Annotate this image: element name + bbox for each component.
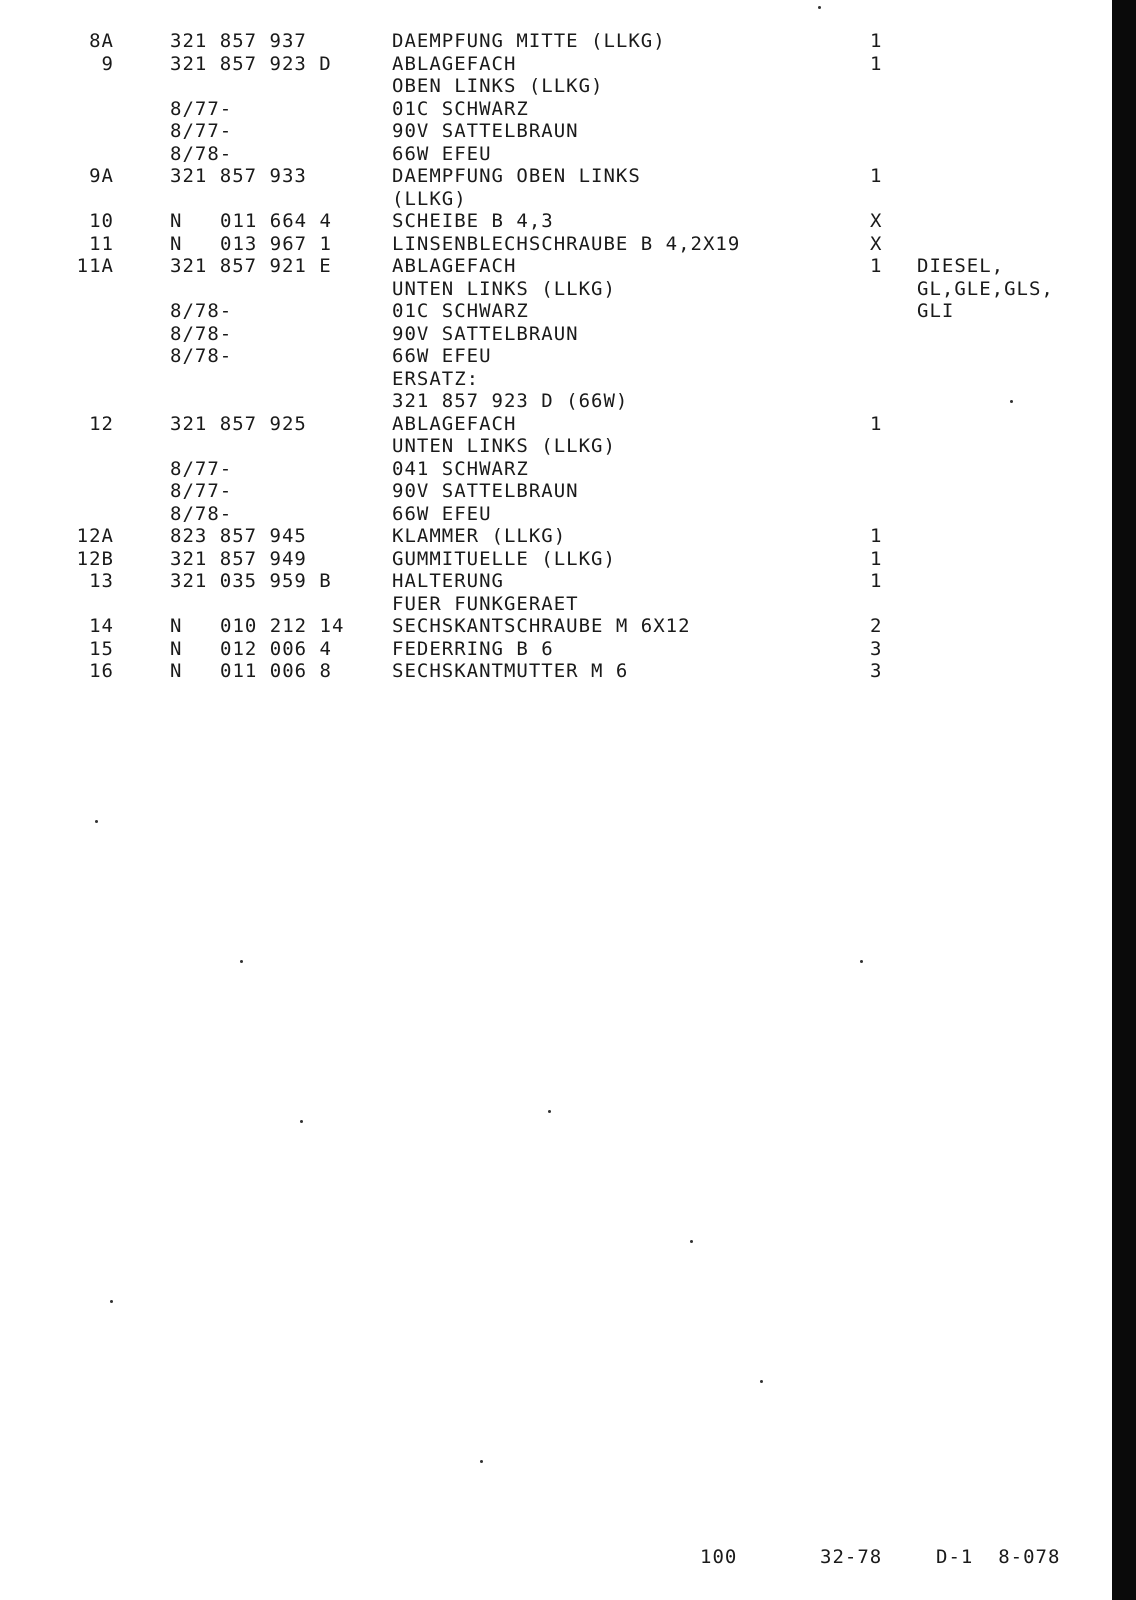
parts-row — [0, 390, 1100, 413]
part-number: 8/78- — [170, 345, 233, 367]
part-description: (LLKG) — [392, 187, 467, 210]
parts-row — [0, 548, 1100, 571]
item-number: 12 — [89, 412, 114, 435]
part-description: 90V SATTELBRAUN — [392, 480, 579, 502]
quantity: X — [870, 210, 883, 232]
part-description: 90V SATTELBRAUN — [392, 322, 579, 345]
quantity: 1 — [870, 412, 883, 435]
parts-row — [0, 30, 1100, 53]
quantity: 3 — [870, 660, 883, 682]
parts-list — [0, 30, 1100, 683]
part-description: UNTEN LINKS (LLKG) — [392, 435, 616, 457]
scan-speck — [760, 1380, 763, 1383]
part-description: GUMMITUELLE (LLKG) — [392, 547, 616, 570]
part-description: SECHSKANTSCHRAUBE M 6X12 — [392, 615, 691, 637]
parts-row — [0, 210, 1100, 233]
parts-row — [0, 75, 1100, 98]
part-number: 321 857 923 D — [170, 52, 332, 75]
norm-flag: N — [170, 210, 183, 232]
parts-row — [0, 120, 1100, 143]
parts-row — [0, 323, 1100, 346]
part-description: SCHEIBE B 4,3 — [392, 210, 554, 232]
part-description: ABLAGEFACH — [392, 412, 517, 435]
part-description: SECHSKANTMUTTER M 6 — [392, 660, 629, 682]
parts-row — [0, 255, 1100, 278]
quantity: X — [870, 232, 883, 255]
parts-row — [0, 278, 1100, 301]
remark: GL,GLE,GLS, — [917, 277, 1054, 300]
item-number: 11 — [89, 232, 114, 255]
scan-speck — [480, 1460, 483, 1463]
scan-speck — [240, 960, 243, 963]
scan-speck — [95, 820, 98, 823]
item-number: 11A — [76, 255, 114, 277]
part-description: 321 857 923 D (66W) — [392, 390, 629, 412]
part-number: 8/77- — [170, 120, 233, 142]
part-number: 321 857 925 — [170, 412, 307, 435]
part-description: 90V SATTELBRAUN — [392, 120, 579, 142]
quantity: 2 — [870, 615, 883, 637]
item-number: 10 — [89, 210, 114, 232]
scan-speck — [690, 1240, 693, 1243]
scan-speck — [1010, 400, 1013, 403]
part-description: 66W EFEU — [392, 142, 492, 165]
part-description: LINSENBLECHSCHRAUBE B 4,2X19 — [392, 232, 741, 255]
part-number: 010 212 14 — [220, 615, 345, 637]
part-number: 8/77- — [170, 480, 233, 502]
part-number: 823 857 945 — [170, 525, 307, 547]
part-description: 66W EFEU — [392, 345, 492, 367]
part-number: 013 967 1 — [220, 232, 332, 255]
part-description: DAEMPFUNG OBEN LINKS — [392, 165, 641, 187]
parts-row — [0, 368, 1100, 391]
footer-page-number: 100 — [700, 1546, 738, 1568]
quantity: 1 — [870, 570, 883, 592]
quantity: 1 — [870, 52, 883, 75]
item-number: 13 — [89, 570, 114, 592]
parts-row — [0, 638, 1100, 661]
part-number: 8/78- — [170, 142, 233, 165]
part-number: 8/78- — [170, 322, 233, 345]
parts-row — [0, 503, 1100, 526]
part-description: KLAMMER (LLKG) — [392, 525, 567, 547]
item-number: 9A — [89, 165, 114, 187]
parts-row — [0, 98, 1100, 121]
part-number: 011 664 4 — [220, 210, 332, 232]
scan-speck — [860, 960, 863, 963]
parts-row — [0, 53, 1100, 76]
quantity: 1 — [870, 255, 883, 277]
norm-flag: N — [170, 615, 183, 637]
parts-row — [0, 615, 1100, 638]
part-number: 8/77- — [170, 97, 233, 120]
parts-row — [0, 165, 1100, 188]
part-number: 8/78- — [170, 502, 233, 525]
footer-code: D-1 8-078 — [936, 1546, 1061, 1568]
remark: DIESEL, — [917, 255, 1005, 277]
part-number: 321 035 959 B — [170, 570, 332, 592]
parts-row — [0, 660, 1100, 683]
parts-row — [0, 413, 1100, 436]
parts-row — [0, 143, 1100, 166]
part-description: FUER FUNKGERAET — [392, 592, 579, 615]
parts-row — [0, 233, 1100, 256]
item-number: 9 — [101, 52, 114, 75]
part-description: ERSATZ: — [392, 367, 480, 390]
parts-row — [0, 570, 1100, 593]
item-number: 16 — [89, 660, 114, 682]
part-number: 321 857 921 E — [170, 255, 332, 277]
remark: GLI — [917, 300, 955, 322]
part-description: OBEN LINKS (LLKG) — [392, 75, 604, 97]
scan-speck — [110, 1300, 113, 1303]
parts-row — [0, 480, 1100, 503]
page-footer — [0, 1545, 1100, 1569]
part-number: 012 006 4 — [220, 637, 332, 660]
part-number: 8/78- — [170, 300, 233, 322]
parts-row — [0, 300, 1100, 323]
quantity: 1 — [870, 547, 883, 570]
parts-row — [0, 188, 1100, 211]
part-description: DAEMPFUNG MITTE (LLKG) — [392, 30, 666, 52]
part-number: 321 857 949 — [170, 547, 307, 570]
norm-flag: N — [170, 637, 183, 660]
part-number: 8/77- — [170, 457, 233, 480]
quantity: 1 — [870, 165, 883, 187]
parts-row — [0, 345, 1100, 368]
item-number: 12B — [76, 547, 114, 570]
parts-row — [0, 593, 1100, 616]
part-description: ABLAGEFACH — [392, 255, 517, 277]
item-number: 8A — [89, 30, 114, 52]
item-number: 15 — [89, 637, 114, 660]
part-number: 011 006 8 — [220, 660, 332, 682]
scan-speck — [818, 6, 821, 9]
norm-flag: N — [170, 232, 183, 255]
scan-speck — [300, 1120, 303, 1123]
part-description: 66W EFEU — [392, 502, 492, 525]
part-description: 01C SCHWARZ — [392, 300, 529, 322]
part-number: 321 857 933 — [170, 165, 307, 187]
part-number: 321 857 937 — [170, 30, 307, 52]
quantity: 1 — [870, 525, 883, 547]
quantity: 3 — [870, 637, 883, 660]
parts-row — [0, 525, 1100, 548]
scan-speck — [548, 1110, 551, 1113]
part-description: 041 SCHWARZ — [392, 457, 529, 480]
norm-flag: N — [170, 660, 183, 682]
part-description: HALTERUNG — [392, 570, 504, 592]
item-number: 14 — [89, 615, 114, 637]
parts-row — [0, 458, 1100, 481]
part-description: ABLAGEFACH — [392, 52, 517, 75]
part-description: FEDERRING B 6 — [392, 637, 554, 660]
quantity: 1 — [870, 30, 883, 52]
footer-date: 32-78 — [820, 1546, 883, 1568]
item-number: 12A — [76, 525, 114, 547]
scan-edge-bar — [1112, 0, 1136, 1600]
parts-row — [0, 435, 1100, 458]
part-description: 01C SCHWARZ — [392, 97, 529, 120]
part-description: UNTEN LINKS (LLKG) — [392, 277, 616, 300]
